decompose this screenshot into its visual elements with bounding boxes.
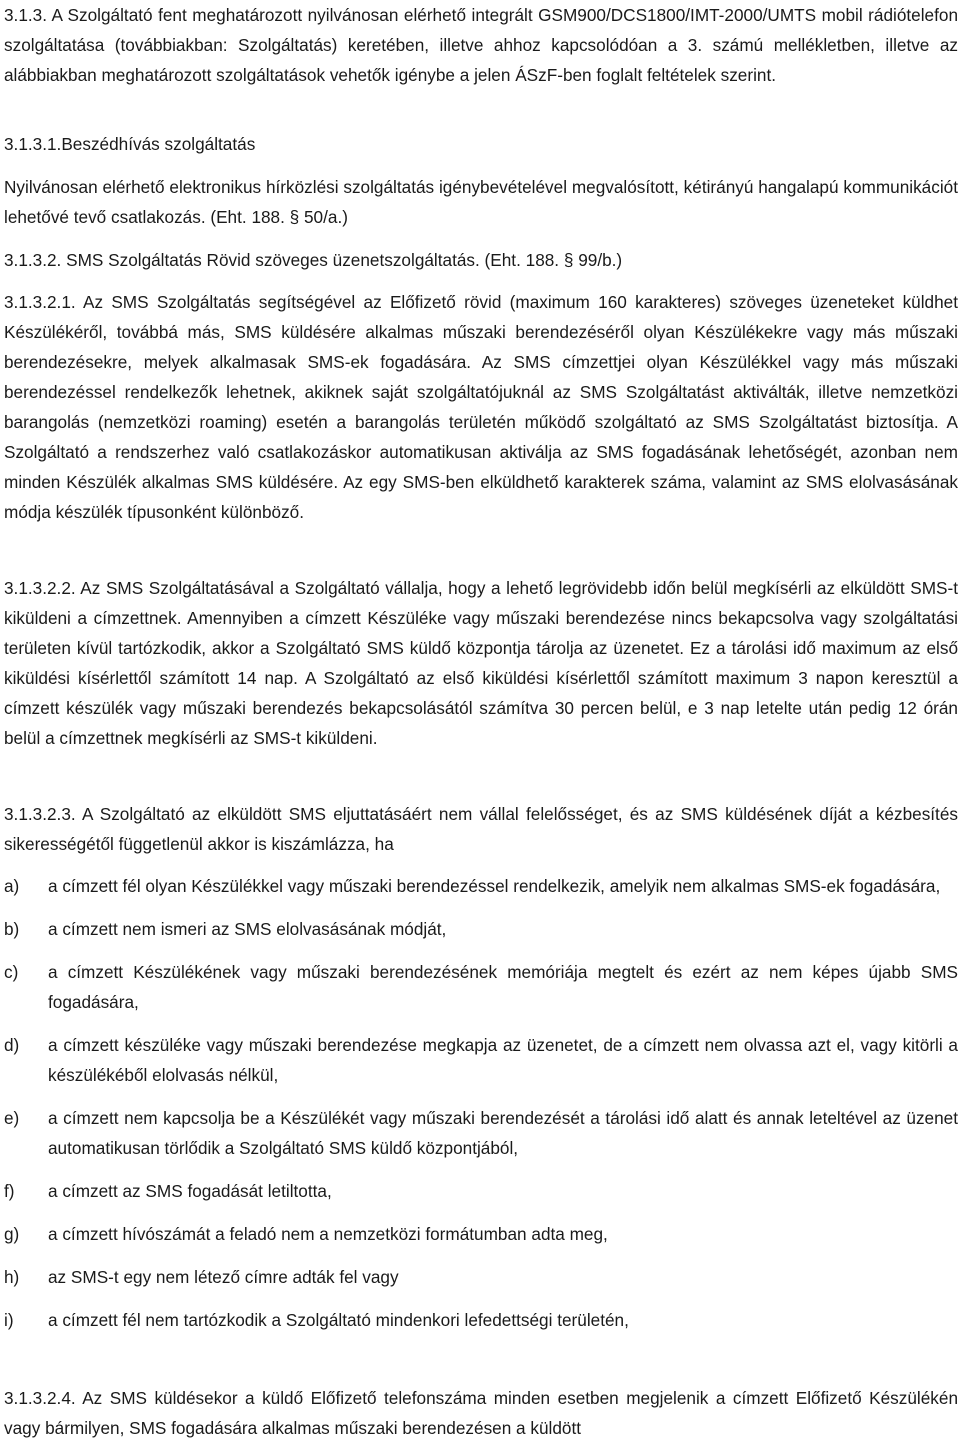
list-item	[4, 914, 958, 944]
list-marker: g)	[4, 1224, 20, 1244]
list-item	[4, 957, 958, 1017]
list-item	[4, 1262, 958, 1292]
list-text: a címzett nem ismeri az SMS elolvasásának módját,	[48, 919, 447, 939]
paragraph-3-1-3-2-4: 3.1.3.2.4. Az SMS küldésekor a küldő Előfizető telefonszáma minden esetben megjelenik a címzett Előfizető Készülékén vagy bármilyen, SMS fogadására alkalmas műszaki berendezésen a küldött	[4, 1388, 958, 1438]
list-marker: h)	[4, 1267, 20, 1287]
conditions-list	[4, 871, 958, 1348]
list-text: a címzett fél olyan Készülékkel vagy műszaki berendezéssel rendelkezik, amelyik nem alkalmas SMS-ek fogadására,	[48, 876, 941, 896]
list-marker: f)	[4, 1181, 15, 1201]
list-item	[4, 1030, 958, 1090]
list-text: a címzett készüléke vagy műszaki berendezése megkapja az üzenetet, de a címzett nem olvassa azt el, vagy kitörli a készülékéből elolvasás nélkül,	[48, 1035, 958, 1085]
list-text: az SMS-t egy nem létező címre adták fel vagy	[48, 1267, 399, 1287]
list-marker: e)	[4, 1108, 20, 1128]
paragraph-3-1-3-2-3: 3.1.3.2.3. A Szolgáltató az elküldött SMS eljuttatásáért nem vállal felelősséget, és az SMS küldésének díját a kézbesítés sikerességétől függetlenül akkor is kiszámlázza, ha	[4, 804, 958, 854]
paragraph-3-1-3-2-2: 3.1.3.2.2. Az SMS Szolgáltatásával a Szolgáltató vállalja, hogy a lehető legrövidebb időn belül megkísérli az elküldött SMS-t kiküldeni a címzettnek. Amennyiben a címzett Készüléke vagy műszaki berendezése nincs bekapcsolva vagy szolgáltatási területen kívül tartózkodik, akkor a Szolgáltató SMS küldő központja tárolja az üzenetet. Ez a tárolási idő maximum az első kiküldési kísérlettől számított 14 nap. A Szolgáltató az első kiküldési kísérlettől számított maximum 3 napon keresztül a címzett készülék vagy műszaki berendezés bekapcsolásától számítva 30 percen belül, e 3 nap letelte után pedig 12 órán belül a címzettnek megkísérli az SMS-t kiküldeni.	[4, 578, 958, 748]
list-item	[4, 1219, 958, 1249]
list-text: a címzett nem kapcsolja be a Készülékét vagy műszaki berendezését a tárolási idő alatt és annak leteltével az üzenet automatikusan törlődik a Szolgáltató SMS küldő központjából,	[48, 1108, 958, 1158]
paragraph-3-1-3-1: Nyilvánosan elérhető elektronikus hírközlési szolgáltatás igénybevételével megvalósított, kétirányú hangalapú kommunikációt lehetővé tevő csatlakozás. (Eht. 188. § 50/a.)	[4, 177, 958, 227]
list-marker: b)	[4, 919, 20, 939]
list-item	[4, 1176, 958, 1206]
list-item	[4, 871, 958, 901]
list-text: a címzett az SMS fogadását letiltotta,	[48, 1181, 332, 1201]
paragraph-3-1-3: 3.1.3. A Szolgáltató fent meghatározott nyilvánosan elérhető integrált GSM900/DCS1800/IMT-2000/UMTS mobil rádiótelefon szolgáltatása (továbbiakban: Szolgáltatás) keretében, illetve ahhoz kapcsolódóan a 3. számú mellékletben, illetve az alábbiakban meghatározott szolgáltatások vehetők igénybe a jelen ÁSzF-ben foglalt feltételek szerint.	[4, 5, 958, 85]
list-text: a címzett hívószámát a feladó nem a nemzetközi formátumban adta meg,	[48, 1224, 608, 1244]
list-marker: d)	[4, 1035, 20, 1055]
heading-3-1-3-1: 3.1.3.1.Beszédhívás szolgáltatás	[4, 134, 256, 154]
list-text: a címzett fél nem tartózkodik a Szolgáltató mindenkori lefedettségi területén,	[48, 1310, 629, 1330]
list-text: a címzett Készülékének vagy műszaki berendezésének memóriája megtelt és ezért az nem képes újabb SMS fogadására,	[48, 962, 958, 1012]
paragraph-3-1-3-2-1: 3.1.3.2.1. Az SMS Szolgáltatás segítségével az Előfizető rövid (maximum 160 karakteres) szöveges üzeneteket küldhet Készülékéről, továbbá más, SMS küldésére alkalmas műszaki berendezéséről olyan Készülékekre vagy más műszaki berendezésekre, melyek alkalmasak SMS-ek fogadására. Az SMS címzettjei olyan Készülékkel vagy más műszaki berendezéssel rendelkezők lehetnek, akiknek saját szolgáltatójuknál az SMS Szolgáltatást aktiválták, illetve nemzetközi barangolás (nemzetközi roaming) esetén a barangolás területén működő szolgáltató az SMS Szolgáltatást biztosítja. A Szolgáltató a rendszerhez való csatlakozáskor automatikusan aktiválja az SMS fogadásának lehetőségét, azonban nem minden Készülék alkalmas SMS küldésére. Az egy SMS-ben elküldhető karakterek száma, valamint az SMS elolvasásának módja készülék típusonként különböző.	[4, 292, 958, 522]
list-marker: c)	[4, 962, 19, 982]
list-item	[4, 1305, 958, 1335]
heading-3-1-3-2: 3.1.3.2. SMS Szolgáltatás Rövid szöveges üzenetszolgáltatás. (Eht. 188. § 99/b.)	[4, 250, 623, 270]
list-item	[4, 1103, 958, 1163]
list-marker: i)	[4, 1310, 14, 1330]
list-marker: a)	[4, 876, 20, 896]
